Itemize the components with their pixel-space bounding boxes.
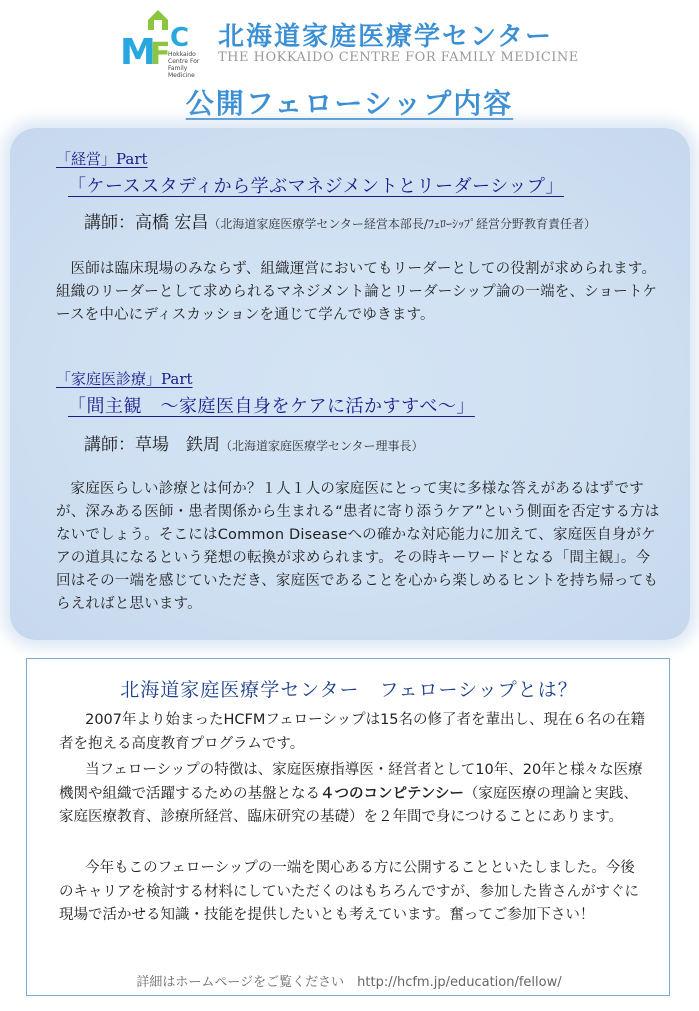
competency-highlight: ４つのコンピテンシー bbox=[320, 785, 464, 802]
org-name-jp: 北海道家庭医療学センター bbox=[218, 22, 553, 52]
fellowship-info-box bbox=[26, 658, 670, 996]
part-title-family-medicine: 「間主観 ～家庭医自身をケアに活かすすべ～」 bbox=[68, 396, 475, 417]
header bbox=[0, 0, 699, 80]
info-paragraph-2 bbox=[59, 759, 647, 830]
lecturer-role: （北海道家庭医療学センター経営本部長/ﾌｪﾛｰｼｯﾌﾟ経営分野教育責任者） bbox=[208, 217, 596, 231]
footer-text: 詳細はホームページをご覧ください bbox=[136, 975, 345, 990]
lecturer-family-medicine bbox=[84, 430, 424, 455]
lecturer-name: 講師：草場 鉄周 bbox=[84, 435, 220, 455]
info-p2-after: （家庭医療の理論と実践、家庭医療教育、診療所経営、臨床研究の基礎）を２年間で身につけることにあります。 bbox=[59, 785, 638, 825]
logo-text-line-2: Centre For bbox=[168, 58, 200, 65]
part-title-management: 「ケーススタディから学ぶマネジメントとリーダーシップ」 bbox=[68, 176, 564, 197]
info-p2-before: 当フェローシップの特徴は、家庭医療指導医・経営者として10年、20年と様々な医療機関や組織で活躍するための基盤となる bbox=[59, 762, 643, 802]
logo-text-line-3: Family bbox=[168, 65, 188, 72]
footer-url-link[interactable]: http://hcfm.jp/education/fellow/ bbox=[357, 975, 562, 990]
logo-text-line-1: Hokkaido bbox=[168, 51, 196, 58]
info-paragraph-1: 2007年より始まったHCFMフェローシップは15名の修了者を輩出し、現在６名の在籍者を抱える高度教育プログラムです。 bbox=[59, 712, 646, 752]
mfc-logo-icon bbox=[118, 6, 218, 78]
lecturer-name: 講師：高橋 宏昌 bbox=[84, 213, 209, 233]
part-body-family-medicine: 家庭医らしい診療とは何か？１人１人の家庭医にとって実に多様な答えがあるはずですが、深みある医師・患者関係から生まれる“患者に寄り添うケア”という側面を否定する方はないでしょう。そこにはCommon Diseaseへの確かな対応能力に加えて、家庭医自身がケアの道具になるという発想の転換が求められます。その時キーワードとなる「間主観」。今回はその一端を感じていただき、家庭医であることを心から楽しめるヒントを持ち帰ってもらえればと思います。 bbox=[56, 481, 660, 612]
page-title: 公開フェローシップ内容 bbox=[185, 87, 514, 120]
lecturer-management bbox=[84, 208, 596, 233]
info-title: 北海道家庭医療学センター フェローシップとは？ bbox=[120, 679, 578, 701]
org-name-en: THE HOKKAIDO CENTRE FOR FAMILY MEDICINE bbox=[218, 50, 579, 65]
part-label-family-medicine: 「家庭医診療」Part bbox=[56, 370, 193, 388]
fellowship-content-panel bbox=[10, 128, 690, 640]
footer-note bbox=[27, 971, 671, 990]
svg-text:C: C bbox=[170, 23, 190, 53]
part-label-management: 「経営」Part bbox=[56, 150, 148, 168]
svg-text:M: M bbox=[120, 32, 156, 73]
logo-text-line-4: Medicine bbox=[168, 72, 195, 78]
info-paragraph-3: 今年もこのフェローシップの一端を関心ある方に公開することといたしました。今後のキャリアを検討する材料にしていただくのはもちろんですが、参加した皆さんがすぐに現場で活かせる知識・技能を提供したいとも考えています。奮ってご参加下さい！ bbox=[59, 860, 639, 923]
part-body-management: 医師は臨床現場のみならず、組織運営においてもリーダーとしての役割が求められます。組織のリーダーとして求められるマネジメント論とリーダーシップ論の一端を、ショートケースを中心にディスカッションを通じて学んでゆきます。 bbox=[56, 261, 658, 323]
svg-text:F: F bbox=[150, 37, 171, 72]
lecturer-role: （北海道家庭医療学センター理事長） bbox=[220, 439, 424, 453]
